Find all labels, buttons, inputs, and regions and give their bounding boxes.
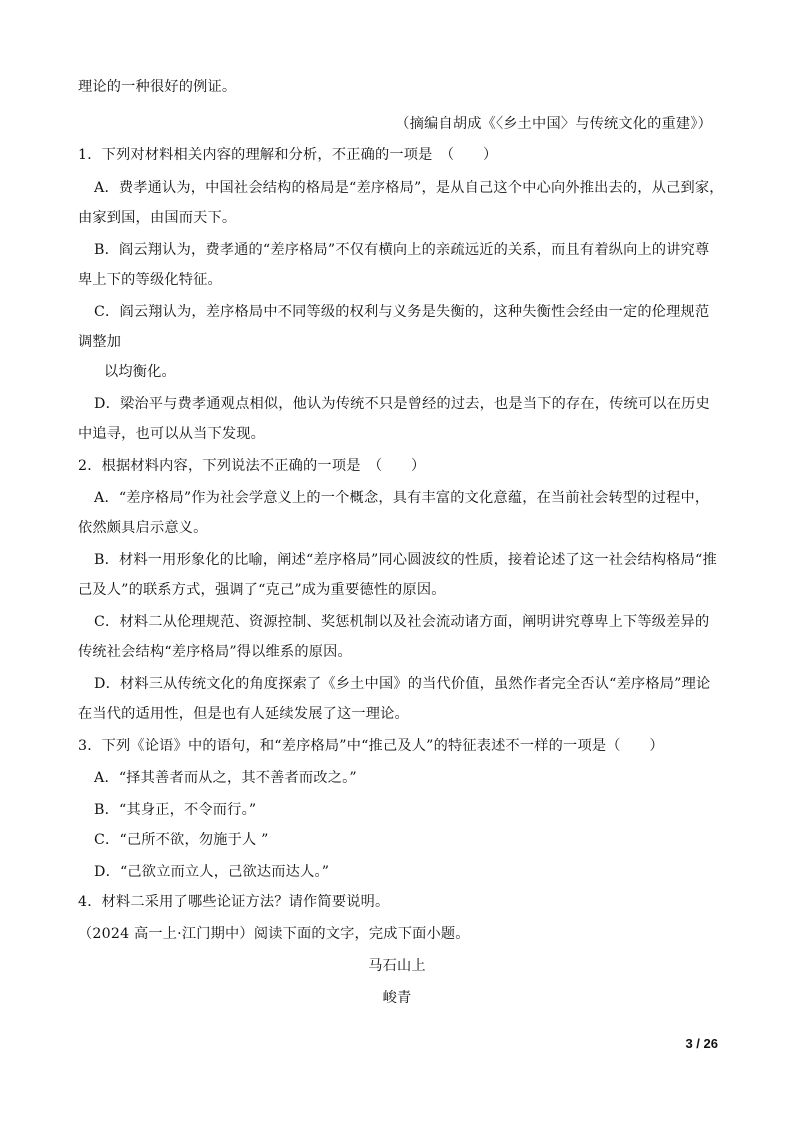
option-1b-cont: 卑上下的等级化特征。	[78, 272, 222, 288]
option-2b: B．材料一用形象化的比喻，阐述“差序格局”同心圆波纹的性质，接着论述了这一社会结构格局“推	[94, 552, 717, 568]
question-4: 4．材料二采用了哪些论证方法？请作简要说明。	[78, 894, 390, 910]
option-3a: A．“择其善者而从之，其不善者而改之。”	[94, 770, 357, 786]
page-number: 3 / 26	[685, 1036, 718, 1051]
question-3: 3．下列《论语》中的语句，和“差序格局”中“推己及人”的特征表述不一样的一项是（ ）	[78, 738, 664, 754]
source-citation: （摘编自胡成《〈乡土中国〉与传统文化的重建》）	[395, 116, 712, 132]
option-3b: B．“其身正，不令而行。”	[94, 802, 257, 818]
option-1c-cont2: 以均衡化。	[104, 364, 176, 380]
passage-author: 峻青	[382, 990, 412, 1006]
option-1c-cont: 调整加	[78, 334, 122, 350]
option-1d: D．梁治平与费孝通观点相似，他认为传统不只是曾经的过去，也是当下的存在，传统可以在历史	[94, 396, 710, 412]
option-2d-cont: 在当代的适用性，但是也有人延续发展了这一理论。	[78, 706, 409, 722]
option-2a: A．“差序格局”作为社会学意义上的一个概念，具有丰富的文化意蕴，在当前社会转型的过程中，	[94, 490, 710, 506]
option-1c: C．阎云翔认为，差序格局中不同等级的权利与义务是失衡的，这种失衡性会经由一定的伦理规范	[94, 304, 710, 320]
reading-intro: （2024 高一上·江门期中）阅读下面的文字，完成下面小题。	[78, 926, 470, 942]
option-1a-cont: 由家到国，由国而天下。	[78, 210, 237, 226]
question-2: 2．根据材料内容，下列说法不正确的一项是 （ ）	[78, 458, 426, 474]
option-2c: C．材料二从伦理规范、资源控制、奖惩机制以及社会流动诸方面，阐明讲究尊卑上下等级差异的	[94, 614, 710, 630]
option-3d: D．“己欲立而立人，己欲达而达人。”	[94, 864, 330, 880]
question-1: 1．下列对材料相关内容的理解和分析，不正确的一项是 （ ）	[78, 147, 498, 163]
option-2c-cont: 传统社会结构“差序格局”得以维系的原因。	[78, 644, 352, 660]
option-2d: D．材料三从传统文化的角度探索了《乡土中国》的当代价值，虽然作者完全否认“差序格局”理论	[94, 676, 711, 692]
option-2b-cont: 己及人”的联系方式，强调了“克己”成为重要德性的原因。	[78, 582, 446, 598]
option-3c: C．“己所不欲，勿施于人 ”	[94, 832, 269, 848]
passage-title: 马石山上	[368, 958, 426, 974]
option-1b: B．阎云翔认为，费孝通的“差序格局”不仅有横向上的亲疏远近的关系，而且有着纵向上的讲究尊	[94, 242, 710, 258]
option-2a-cont: 依然颇具启示意义。	[78, 520, 208, 536]
option-1d-cont: 中追寻，也可以从当下发现。	[78, 426, 266, 442]
option-1a: A．费孝通认为，中国社会结构的格局是“差序格局”，是从自己这个中心向外推出去的，从己到家，	[94, 180, 724, 196]
text-line: 理论的一种很好的例证。	[78, 79, 237, 95]
